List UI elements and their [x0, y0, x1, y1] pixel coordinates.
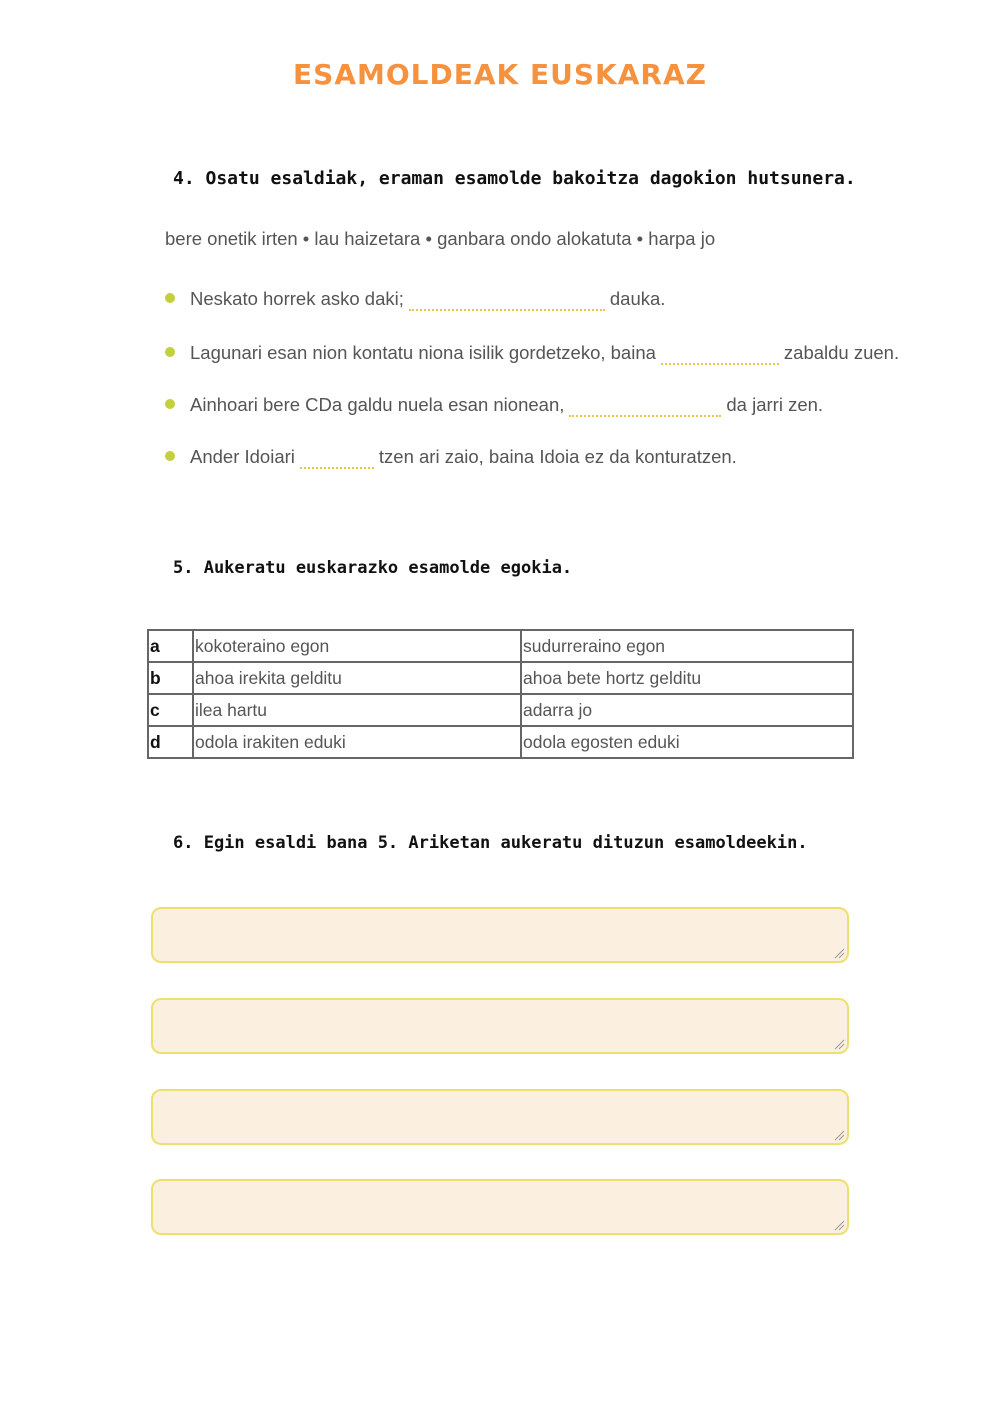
answer-textarea-2[interactable]: [151, 998, 849, 1054]
sentence-text-before: Ander Idoiari: [190, 446, 295, 467]
option-cell[interactable]: adarra jo: [521, 694, 853, 726]
page-title: ESAMOLDEAK EUSKARAZ: [293, 58, 707, 91]
bullet-icon: [165, 293, 175, 303]
option-cell[interactable]: odola irakiten eduki: [193, 726, 521, 758]
resize-grip-icon[interactable]: [833, 1038, 845, 1050]
option-cell[interactable]: ahoa irekita gelditu: [193, 662, 521, 694]
answer-textarea-3[interactable]: [151, 1089, 849, 1145]
option-cell[interactable]: ilea hartu: [193, 694, 521, 726]
sentence-text-before: Ainhoari bere CDa galdu nuela esan nionean,: [190, 394, 565, 415]
sentence-4: [165, 446, 737, 468]
word-bank: bere onetik irten • lau haizetara • ganbara ondo alokatuta • harpa jo: [165, 228, 716, 249]
table-row: [148, 630, 853, 662]
sentence-2: [165, 342, 899, 364]
blank-field[interactable]: [661, 349, 779, 365]
table-row: [148, 662, 853, 694]
row-letter: c: [148, 694, 193, 726]
row-letter: b: [148, 662, 193, 694]
exercise-6-heading: 6. Egin esaldi bana 5. Ariketan aukeratu dituzun esamoldeekin.: [173, 833, 808, 853]
exercise-5-heading: 5. Aukeratu euskarazko esamolde egokia.: [173, 558, 573, 578]
table-row: [148, 694, 853, 726]
sentence-3: [165, 394, 823, 416]
row-letter: a: [148, 630, 193, 662]
table-row: [148, 726, 853, 758]
sentence-text-after: zabaldu zuen.: [783, 342, 900, 363]
expression-choice-table: [147, 629, 854, 759]
answer-textarea-1[interactable]: [151, 907, 849, 963]
resize-grip-icon[interactable]: [833, 1129, 845, 1141]
blank-field[interactable]: [409, 295, 605, 311]
exercise-4-heading: 4. Osatu esaldiak, eraman esamolde bakoitza dagokion hutsunera.: [173, 168, 856, 189]
resize-grip-icon[interactable]: [833, 1219, 845, 1231]
sentence-text-before: Lagunari esan nion kontatu niona isilik gordetzeko, baina: [190, 342, 656, 363]
answer-textarea-4[interactable]: [151, 1179, 849, 1235]
resize-grip-icon[interactable]: [833, 947, 845, 959]
option-cell[interactable]: odola egosten eduki: [521, 726, 853, 758]
blank-field[interactable]: [569, 401, 721, 417]
blank-field[interactable]: [300, 453, 374, 469]
option-cell[interactable]: sudurreraino egon: [521, 630, 853, 662]
row-letter: d: [148, 726, 193, 758]
sentence-text-before: Neskato horrek asko daki;: [190, 288, 404, 309]
sentence-text-after: da jarri zen.: [726, 394, 824, 415]
bullet-icon: [165, 347, 175, 357]
sentence-1: [165, 288, 665, 310]
bullet-icon: [165, 451, 175, 461]
sentence-text-after: dauka.: [609, 288, 666, 309]
option-cell[interactable]: ahoa bete hortz gelditu: [521, 662, 853, 694]
option-cell[interactable]: kokoteraino egon: [193, 630, 521, 662]
bullet-icon: [165, 399, 175, 409]
sentence-text-after: tzen ari zaio, baina Idoia ez da konturatzen.: [378, 446, 737, 467]
